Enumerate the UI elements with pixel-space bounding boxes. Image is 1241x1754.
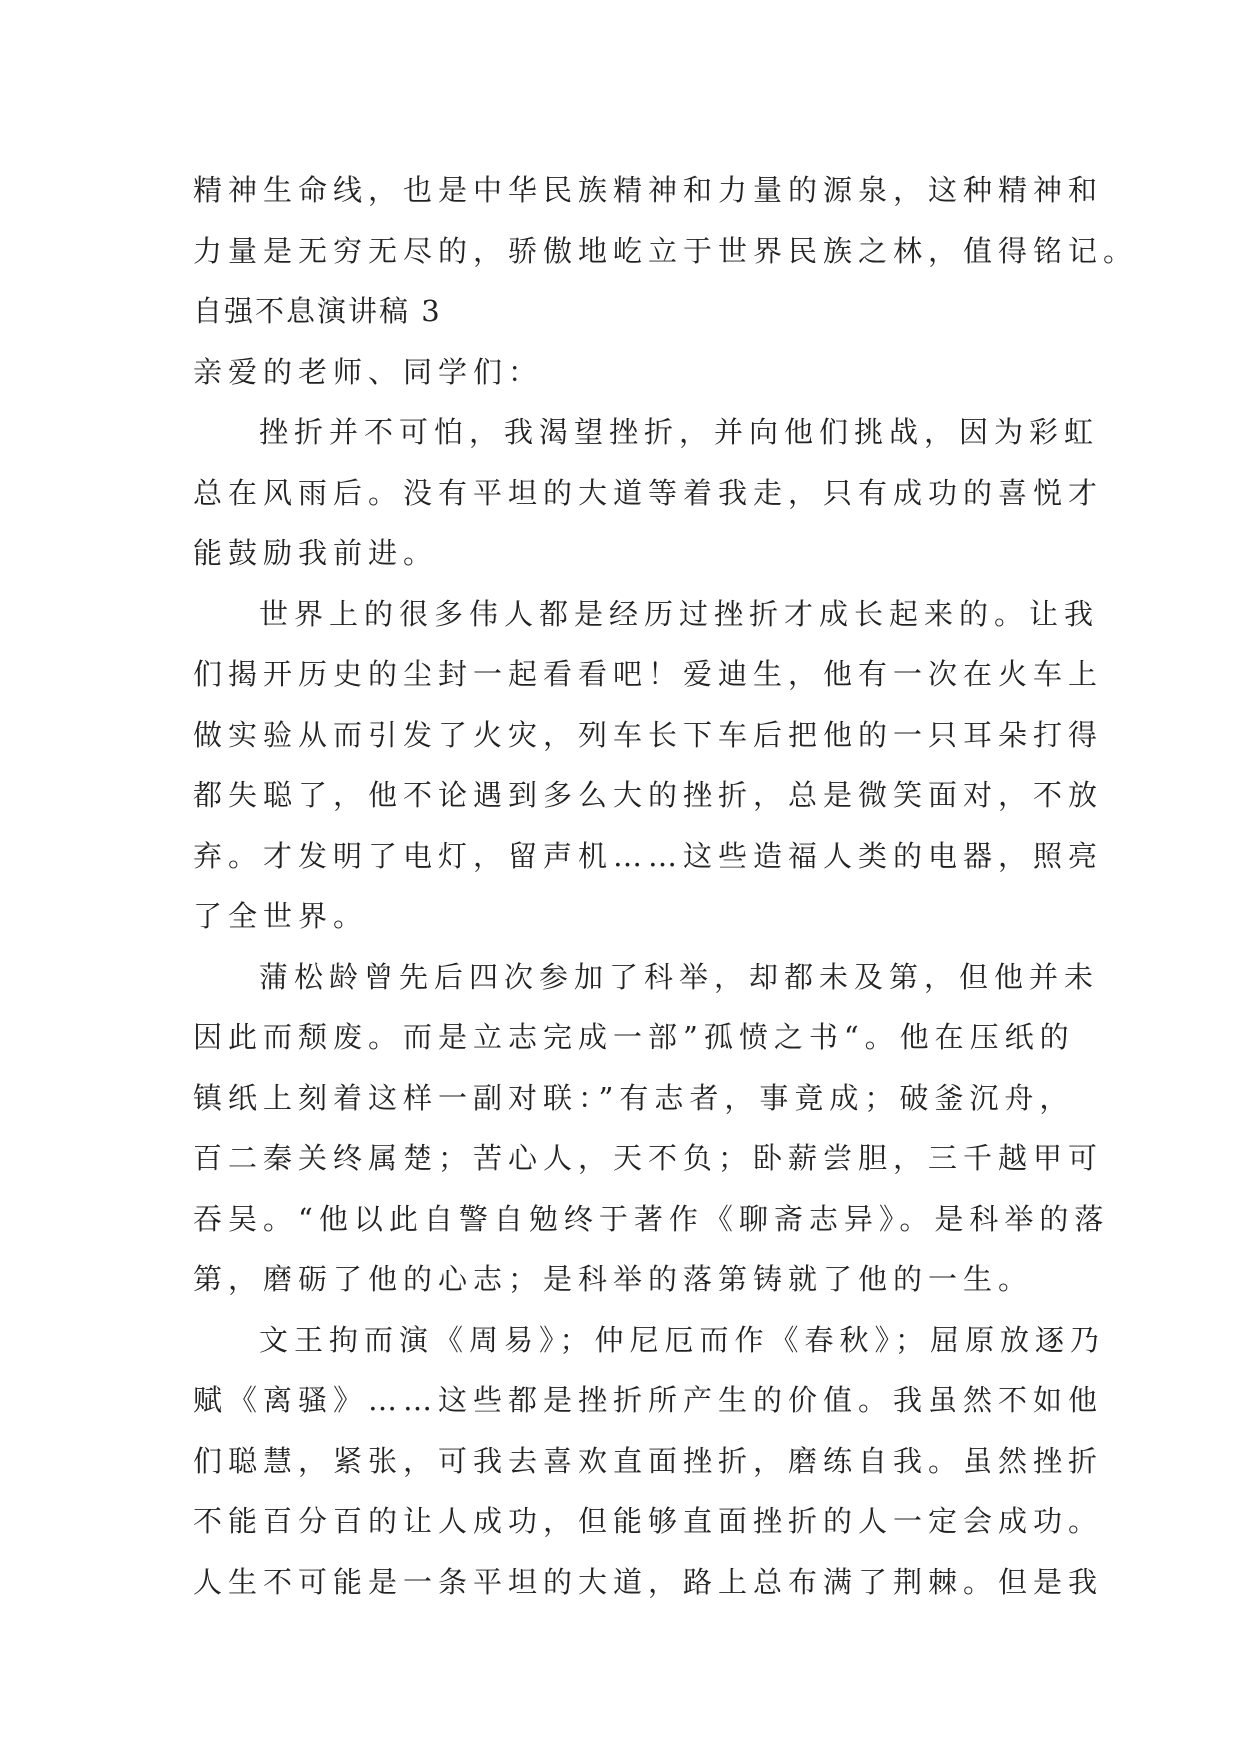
salutation: 亲爱的老师、同学们： [193, 354, 544, 389]
paragraph-start: 文王拘而演《周易》；仲尼厄而作《春秋》；屈原放逐乃 [259, 1322, 1106, 1357]
text-line: 总在风雨后。没有平坦的大道等着我走，只有成功的喜悦才 [193, 475, 1104, 510]
text-line: 赋《离骚》……这些都是挫折所产生的价值。我虽然不如他 [193, 1383, 1104, 1417]
text-line: 做实验从而引发了火灾，列车长下车后把他的一只耳朵打得 [193, 717, 1104, 752]
text-line: 了全世界。 [193, 899, 369, 933]
text-line: 精神生命线，也是中华民族精神和力量的源泉，这种精神和 [193, 173, 1104, 207]
section-title: 自强不息演讲稿 3 [193, 294, 442, 328]
text-line: 能鼓励我前进。 [193, 536, 439, 570]
text-line: 因此而颓废。而是立志完成一部”孤愤之书“。他在压纸的 [193, 1020, 1075, 1054]
text-line: 人生不可能是一条平坦的大道，路上总布满了荆棘。但是我 [193, 1564, 1104, 1599]
text-line: 百二秦关终属楚；苦心人，天不负；卧薪尝胆，三千越甲可 [193, 1141, 1104, 1175]
text-line: 吞吴。“他以此自警自勉终于著作《聊斋志异》。是科举的落 [193, 1201, 1110, 1236]
text-line: 都失聪了，他不论遇到多么大的挫折，总是微笑面对，不放 [193, 778, 1104, 812]
paragraph-start: 蒲松龄曾先后四次参加了科举，却都未及第，但他并未 [259, 959, 1100, 994]
text-line: 第，磨砺了他的心志；是科举的落第铸就了他的一生。 [193, 1262, 1034, 1296]
text-line: 镇纸上刻着这样一副对联：”有志者，事竟成；破釜沉舟， [193, 1080, 1075, 1115]
text-line: 不能百分百的让人成功，但能够直面挫折的人一定会成功。 [193, 1504, 1104, 1538]
paragraph-start: 世界上的很多伟人都是经历过挫折才成长起来的。让我 [259, 596, 1100, 631]
text-line: 们揭开历史的尘封一起看看吧！爱迪生，他有一次在火车上 [193, 657, 1104, 691]
paragraph-start: 挫折并不可怕，我渴望挫折，并向他们挑战，因为彩虹 [259, 415, 1100, 449]
document-body [193, 160, 1139, 1612]
text-line: 力量是无穷无尽的，骄傲地屹立于世界民族之林，值得铭记。 [193, 233, 1139, 268]
text-line: 们聪慧，紧张，可我去喜欢直面挫折，磨练自我。虽然挫折 [193, 1443, 1104, 1478]
text-line: 弃。才发明了电灯，留声机……这些造福人类的电器，照亮 [193, 838, 1104, 873]
